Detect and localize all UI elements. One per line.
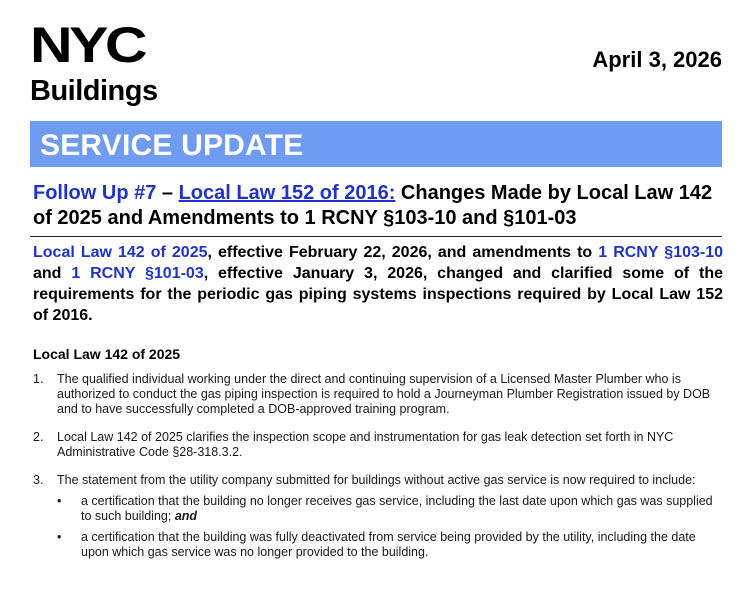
law-142-link[interactable]: Local Law 142 of 2025 [33,244,208,261]
headline [33,181,727,231]
list-item [33,372,723,417]
logo-nyc-text: NYC [30,17,144,73]
list-item-text: The statement from the utility company submitted for buildings without active gas service is now required to include: [57,473,696,487]
section-title: Local Law 142 of 2025 [33,346,181,362]
bullet-text: a certification that the building was fully deactivated from service being provided by the utility, including the date upon which gas service was no longer provided to the building. [81,530,696,559]
lead-text-2: and [33,265,72,282]
bullet-icon: • [57,530,62,544]
headline-rest: Changes Made by Local Law 142 of 2025 and Amendments to 1 RCNY §103-10 and §101-03 [33,182,713,229]
divider [30,236,722,237]
lead-text-1: , effective February 22, 2026, and amendments to [207,244,599,261]
lead-paragraph [33,242,723,326]
list-item [33,473,723,560]
bullet-icon: • [57,494,62,508]
bullet-item [57,494,723,524]
rcny-101-03-link[interactable]: 1 RCNY §101-03 [71,265,204,282]
list-item [33,430,723,460]
logo-buildings-text: Buildings [30,75,158,107]
list-item-number: 1. [33,372,44,386]
rcny-103-10-link[interactable]: 1 RCNY §103-10 [598,244,724,261]
headline-dash: – [156,182,179,204]
list-item-text: Local Law 142 of 2025 clarifies the inspection scope and instrumentation for gas leak detection set forth in NYC Administrative Code §28-318.3.2. [57,430,674,459]
numbered-list [33,372,723,573]
bullet-item [57,530,723,560]
bullet-text: a certification that the building no longer receives gas service, including the last date upon which gas was supplied to such building; [81,494,713,523]
list-item-text: The qualified individual working under the direct and continuing supervision of a Licensed Master Plumber who is authorized to conduct the gas piping inspection is required to hold a Journeyman Plumber Registration issued by DOB and to have successfully completed a DOB-approved training program. [57,372,711,416]
list-item-number: 3. [33,473,44,487]
bullet-emphasis: and [174,509,198,523]
lead-text-3: , effective January 3, 2026, changed and clarified some of the requirements for the periodic gas piping systems inspections required by Local Law 152 of 2016. [33,265,723,324]
service-update-banner [30,121,722,167]
nyc-buildings-logo [30,17,175,107]
headline-prefix: Follow Up #7 [33,182,157,204]
list-item-number: 2. [33,430,44,444]
law-152-link[interactable]: Local Law 152 of 2016: [178,182,396,204]
document-date: April 3, 2026 [592,47,722,72]
banner-title: SERVICE UPDATE [40,129,304,162]
